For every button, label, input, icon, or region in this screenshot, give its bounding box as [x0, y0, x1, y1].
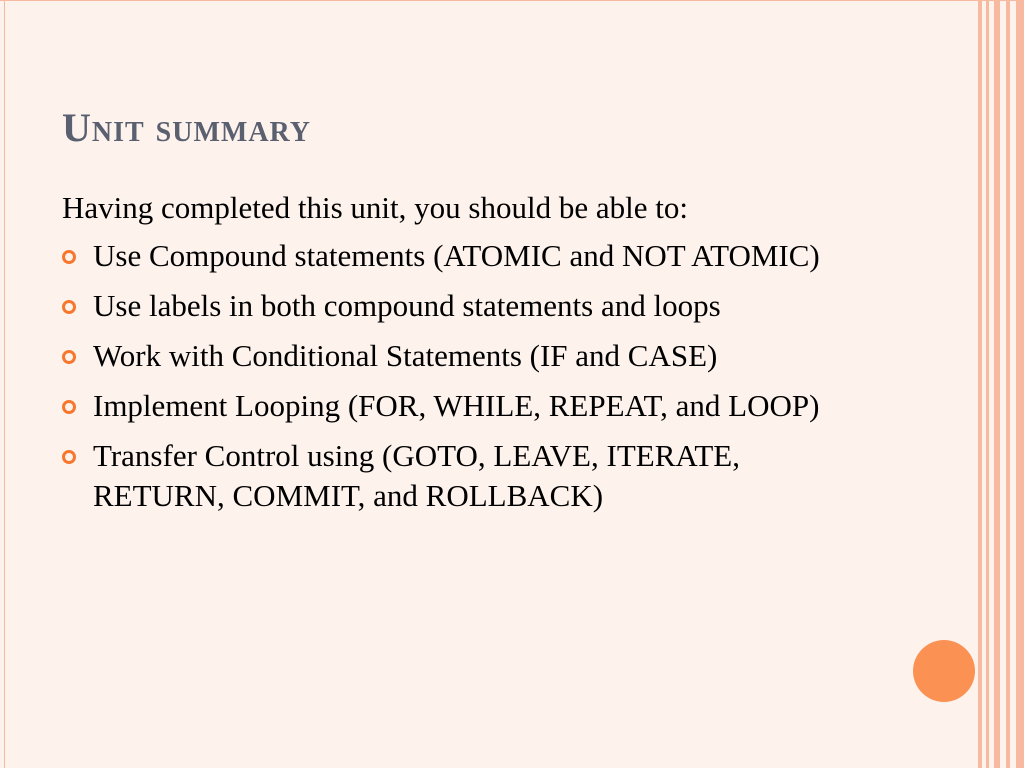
decorative-circle	[913, 640, 975, 702]
decorative-stripe	[1006, 0, 1010, 768]
bullet-item	[62, 286, 862, 326]
bullet-circle-icon	[62, 250, 76, 264]
decorative-stripe	[1016, 0, 1024, 768]
bullet-circle-icon	[62, 450, 76, 464]
decorative-stripe	[994, 0, 1000, 768]
bullet-list	[62, 236, 862, 526]
frame-left-line	[4, 0, 5, 768]
frame-top-line	[0, 0, 1024, 1]
bullet-circle-icon	[62, 350, 76, 364]
bullet-item	[62, 386, 862, 426]
bullet-item	[62, 236, 862, 276]
bullet-text: Transfer Control using (GOTO, LEAVE, ITERATE, RETURN, COMMIT, and ROLLBACK)	[93, 438, 740, 513]
bullet-text: Work with Conditional Statements (IF and CASE)	[93, 338, 718, 373]
bullet-text: Use Compound statements (ATOMIC and NOT ATOMIC)	[93, 238, 820, 273]
slide-title: Unit summary	[62, 105, 312, 150]
bullet-text: Implement Looping (FOR, WHILE, REPEAT, and LOOP)	[93, 388, 820, 423]
bullet-item	[62, 336, 862, 376]
decorative-stripe	[986, 0, 989, 768]
bullet-item	[62, 436, 862, 516]
intro-text: Having completed this unit, you should be able to:	[62, 190, 688, 225]
decorative-stripe	[978, 0, 982, 768]
bullet-circle-icon	[62, 300, 76, 314]
bullet-text: Use labels in both compound statements and loops	[93, 288, 721, 323]
bullet-circle-icon	[62, 400, 76, 414]
